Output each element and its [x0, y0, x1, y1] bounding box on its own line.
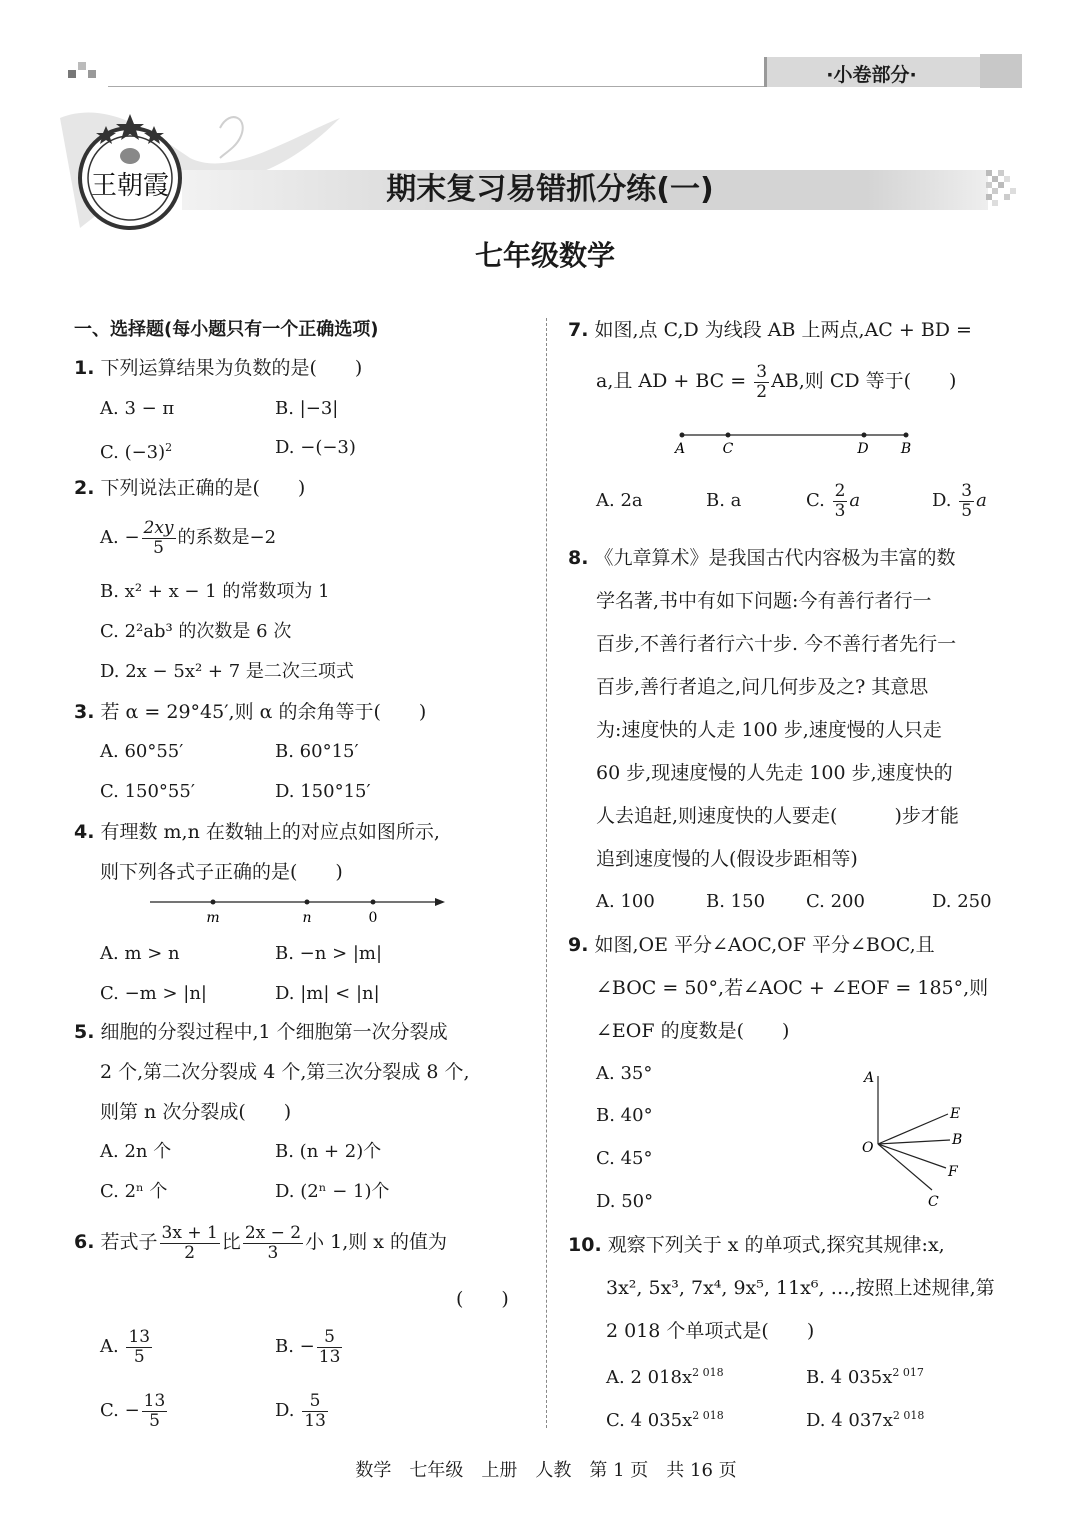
fraction: $\frac{3}{5}$ [961, 480, 973, 521]
question-9 [568, 933, 935, 957]
point-label-c: C [722, 441, 734, 457]
option-b[interactable]: B. (n + 2)个 [275, 1141, 382, 1162]
question-stem-line3: 则第 n 次分裂成( ) [100, 1101, 292, 1123]
option-d[interactable]: D. $\frac{3}{5}$ a [932, 480, 987, 521]
question-line: 为:速度快的人走 100 步,速度慢的人只走 [596, 719, 942, 741]
option-b[interactable]: B. 150 [706, 891, 766, 912]
question-line: 追到速度慢的人(假设步距相等) [596, 848, 858, 870]
logo-seal [76, 112, 184, 232]
question-line: 学名著,书中有如下问题:今有善行者行一 [596, 590, 932, 612]
section-title: 一、选择题(每小题只有一个正确选项) [74, 319, 379, 340]
option-d[interactable]: D. 250 [932, 891, 992, 912]
logo-text: 王朝霞 [90, 171, 170, 201]
fraction: $\frac{2xy}{5}$ [143, 517, 174, 558]
question-2 [74, 476, 305, 500]
question-stem: 若 α = 29°45′,则 α 的余角等于( ) [100, 701, 427, 723]
question-stem-line2: a,且 AD + BC = $\frac{3}{2}$ AB,则 CD 等于( ) [596, 361, 957, 402]
question-line: 百步,善行者追之,问几何步及之? 其意思 [596, 676, 929, 698]
question-number: 5. [74, 1021, 95, 1043]
fraction: $\frac{13}{5}$ [143, 1390, 166, 1431]
option-d[interactable]: D. (2ⁿ − 1)个 [275, 1181, 390, 1202]
option-c[interactable] [100, 436, 172, 465]
point-label-e: E [950, 1106, 961, 1122]
question-stem: 如图,OE 平分∠AOC,OF 平分∠BOC,且 [594, 934, 935, 956]
fraction: $\frac{13}{5}$ [128, 1326, 151, 1367]
option-b[interactable]: B. a [706, 490, 742, 511]
option-b[interactable]: B. − $\frac{5}{13}$ [275, 1326, 341, 1367]
option-a[interactable]: A. 3 − π [100, 398, 175, 419]
option-b[interactable]: B. |−3| [275, 398, 339, 419]
fraction: $\frac{2}{3}$ [834, 480, 846, 521]
question-6 [74, 1220, 447, 1264]
question-line: 60 步,现速度慢的人先走 100 步,速度快的 [596, 762, 953, 784]
point-label-d: D [857, 441, 869, 457]
option-d[interactable]: D. 4 $037x^{2 018}$ [806, 1409, 925, 1431]
title-band-checker [986, 170, 1022, 210]
section-tag-edge [980, 54, 1022, 88]
question-stem-mid: 比 [221, 1231, 241, 1253]
question-stem-line2: ∠BOC = 50°,若∠AOC + ∠EOF = 185°,则 [596, 977, 989, 999]
option-c[interactable]: C. − $\frac{13}{5}$ [100, 1390, 166, 1431]
question-4 [74, 820, 440, 844]
option-d[interactable]: D. $\frac{5}{13}$ [275, 1390, 326, 1431]
question-number: 3. [74, 701, 95, 723]
fraction: $\frac{5}{13}$ [318, 1326, 341, 1367]
option-c-exp: 2 [165, 441, 173, 454]
option-c-text: C. (−3) [100, 442, 166, 463]
question-10 [568, 1233, 945, 1257]
option-b[interactable]: B. 60°15′ [275, 741, 359, 762]
option-a[interactable]: A. 60°55′ [100, 741, 184, 762]
question-7 [568, 318, 972, 342]
question-line: 人去追赶,则速度快的人要走( )步才能 [596, 805, 959, 827]
option-a[interactable]: A. 2n 个 [100, 1141, 172, 1162]
option-d[interactable]: D. 2x − 5x² + 7 是二次三项式 [100, 661, 354, 682]
question-number: 7. [568, 319, 589, 341]
point-label-a: A [864, 1070, 875, 1086]
option-a[interactable]: A. 2 $018x^{2 018}$ [606, 1366, 724, 1388]
option-d[interactable]: D. 50° [596, 1191, 654, 1212]
option-a[interactable]: A. 100 [596, 891, 655, 912]
page-subtitle: 七年级数学 [474, 239, 615, 272]
header-rule [108, 86, 768, 87]
option-a[interactable]: A. 35° [596, 1063, 653, 1084]
point-label-n: n [302, 910, 312, 926]
option-a[interactable] [100, 514, 276, 562]
point-label-b: B [900, 441, 912, 457]
question-stem: 有理数 m,n 在数轴上的对应点如图所示, [100, 821, 440, 843]
option-c[interactable]: C. 150°55′ [100, 781, 195, 802]
option-b[interactable]: B. −n > |m| [275, 943, 383, 964]
fraction-2: $\frac{2x - 2}{3}$ [244, 1222, 302, 1263]
question-stem-suffix: 小 1,则 x 的值为 [305, 1231, 448, 1253]
number-line-figure [145, 892, 455, 928]
option-c[interactable]: C. 200 [806, 891, 865, 912]
question-number: 9. [568, 934, 589, 956]
question-line: 百步,不善行者行六十步. 今不善行者先行一 [596, 633, 957, 655]
question-number: 4. [74, 821, 95, 843]
option-c[interactable]: C. 2ⁿ 个 [100, 1181, 168, 1202]
header-decor-squares [68, 62, 108, 84]
question-3 [74, 700, 426, 724]
question-stem-line3: ∠EOF 的度数是( ) [596, 1020, 790, 1042]
option-a[interactable]: A. m > n [100, 943, 180, 964]
point-label-zero: 0 [368, 910, 378, 926]
option-d[interactable]: D. |m| < |n| [275, 983, 380, 1004]
option-a[interactable]: A. 2a [596, 490, 643, 511]
question-stem: 下列运算结果为负数的是( ) [100, 357, 363, 379]
option-b[interactable]: B. x² + x − 1 的常数项为 1 [100, 581, 330, 602]
question-stem-line3: 2 018 个单项式是( ) [606, 1320, 815, 1342]
angle-figure [852, 1062, 982, 1212]
option-c[interactable]: C. $\frac{2}{3}$ a [806, 480, 861, 521]
question-number: 8. [568, 547, 589, 569]
fraction-1: $\frac{3x + 1}{2}$ [161, 1222, 218, 1263]
fraction: $\frac{3}{2}$ [756, 361, 768, 402]
question-8 [568, 546, 956, 570]
page-title: 期末复习易错抓分练(一) [386, 172, 714, 207]
question-stem-line2: 3x², 5x³, 7x⁴, 9x⁵, 11x⁶, …,按照上述规律,第 [606, 1277, 995, 1299]
question-stem: 下列说法正确的是( ) [100, 477, 306, 499]
question-stem: 观察下列关于 x 的单项式,探究其规律:x, [607, 1234, 945, 1256]
segment-figure [670, 425, 920, 459]
question-1 [74, 356, 362, 380]
option-b[interactable]: B. 4 $035x^{2 017}$ [806, 1366, 924, 1388]
point-label-a: A [674, 441, 686, 457]
question-stem-line2: 2 个,第二次分裂成 4 个,第三次分裂成 8 个, [100, 1061, 470, 1083]
option-d[interactable]: D. −(−3) [275, 437, 356, 458]
column-divider [546, 318, 547, 1428]
point-label-o: O [862, 1140, 874, 1156]
point-label-c: C [928, 1194, 939, 1210]
option-a[interactable]: A. $\frac{13}{5}$ [100, 1326, 151, 1367]
option-b[interactable]: B. 40° [596, 1105, 653, 1126]
answer-paren: ( ) [456, 1288, 509, 1310]
question-stem: 如图,点 C,D 为线段 AB 上两点,AC + BD = [594, 319, 972, 341]
option-a-suffix: 的系数是−2 [177, 527, 277, 548]
section-tag-label: ·小卷部分· [826, 64, 917, 86]
option-c[interactable]: C. 4 $035x^{2 018}$ [606, 1409, 724, 1431]
question-stem: 《九章算术》是我国古代内容极为丰富的数 [594, 547, 956, 569]
option-d[interactable]: D. 150°15′ [275, 781, 371, 802]
question-number: 2. [74, 477, 95, 499]
question-stem-prefix: 若式子 [100, 1231, 158, 1253]
option-a-prefix: A. − [100, 527, 140, 548]
page-footer: 数学 七年级 上册 人教 第 1 页 共 16 页 [355, 1460, 737, 1481]
fraction: $\frac{5}{13}$ [304, 1390, 326, 1431]
question-stem: 细胞的分裂过程中,1 个细胞第一次分裂成 [100, 1021, 448, 1043]
question-stem-line2: 则下列各式子正确的是( ) [100, 861, 343, 883]
question-5 [74, 1020, 448, 1044]
question-number: 1. [74, 357, 95, 379]
point-label-m: m [206, 910, 220, 926]
option-c[interactable]: C. 45° [596, 1148, 653, 1169]
option-c[interactable]: C. 2²ab³ 的次数是 6 次 [100, 621, 292, 642]
question-number: 10. [568, 1234, 602, 1256]
question-number: 6. [74, 1231, 95, 1253]
point-label-b: B [952, 1132, 963, 1148]
option-c[interactable]: C. −m > |n| [100, 983, 207, 1004]
point-label-f: F [948, 1164, 958, 1180]
